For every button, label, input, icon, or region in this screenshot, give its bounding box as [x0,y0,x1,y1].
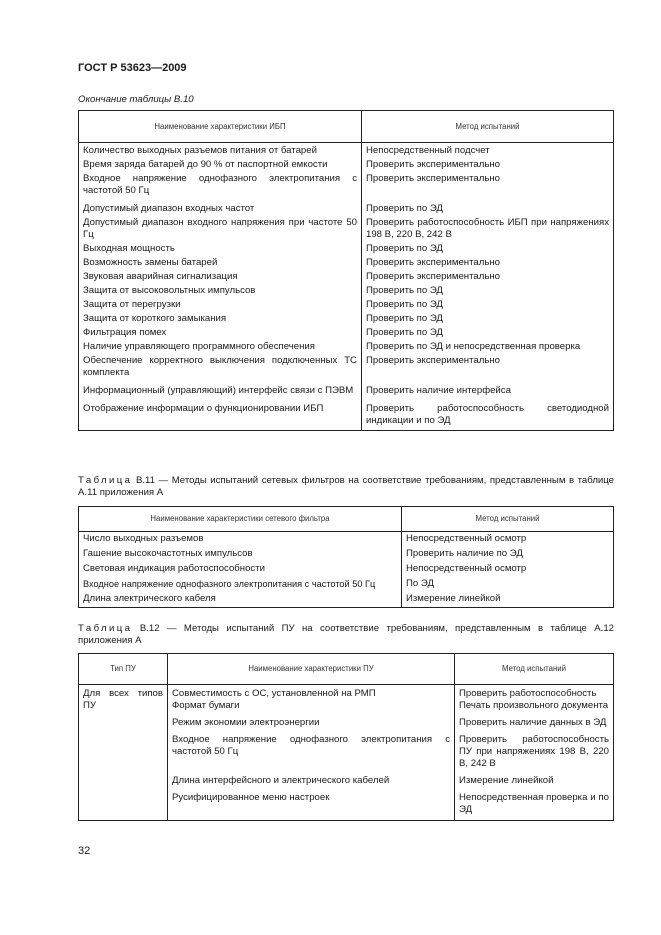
table-cell: Входное напряжение однофазного электропитания с частотой 50 Гц [79,577,402,592]
table-cell: Информационный (управляющий) интерфейс связи с ПЭВМ [79,380,362,398]
table-cell: Проверить экспериментально [366,355,500,366]
table-cell: Проверить по ЭД [366,285,443,296]
table-cell: Проверить работоспособность светодиодной индикации и по ЭД [366,403,609,426]
table-cell: Непосредственный подсчет [366,145,490,156]
table-cell: Проверить по ЭД [366,203,443,214]
table-row [79,298,614,312]
table-row [79,270,614,284]
table-header-row [79,507,614,532]
cell-line: Проверить работоспособность [459,688,597,699]
table-row [79,326,614,340]
table-cell: Непосредственный осмотр [406,533,527,544]
table-b12-title [78,623,614,647]
table-cell: Защита от короткого замыкания [79,312,362,326]
table-row [79,354,614,380]
table-cell: Гашение высокочастотных импульсов [79,547,402,562]
table-cell [455,685,614,715]
table-cell: Проверить экспериментально [366,173,500,184]
table-cell: Режим экономии электроэнергии [168,714,455,731]
table-cell: По ЭД [406,578,434,589]
table-cell: Длина электрического кабеля [79,592,402,608]
table-row [79,216,614,242]
table-b11 [78,506,614,608]
table-cell: Проверить по ЭД и непосредственная проверка [366,341,581,352]
table-cell: Допустимый диапазон входного напряжения при частоте 50 Гц [79,216,362,242]
table-row [79,577,614,592]
table-row [79,143,614,159]
table-row [79,685,614,715]
table-cell: Количество выходных разъемов питания от батарей [79,143,362,159]
table-cell: Для всех типов ПУ [79,685,168,821]
table-cell: Выходная мощность [79,242,362,256]
table-cell: Проверить работоспособность ПУ при напряжениях 198 В, 220 В, 242 В [459,734,609,769]
table-cell: Возможность замены батарей [79,256,362,270]
column-header: Тип ПУ [79,654,168,685]
table-cell: Проверить экспериментально [366,159,500,170]
column-header: Метод испытаний [402,507,614,532]
table-cell: Отображение информации о функционировании ИБП [79,398,362,431]
cell-line: Совместимость с ОС, установленной на РМП [172,688,376,699]
column-header: Метод испытаний [362,111,614,143]
table-row [79,592,614,608]
table-cell: Проверить экспериментально [366,271,500,282]
table-b12 [78,653,614,821]
table-cell: Защита от высоковольтных импульсов [79,284,362,298]
table-cell: Проверить экспериментально [366,257,500,268]
page-number: 32 [78,845,91,857]
table-cell: Измерение линейкой [459,775,554,786]
table-cell: Звуковая аварийная сигнализация [79,270,362,284]
table-row [79,340,614,354]
table-b10 [78,110,614,431]
table-cell: Проверить наличие интерфейса [366,385,511,396]
table-cell: Проверить наличие по ЭД [406,548,523,559]
table-cell: Фильтрация помех [79,326,362,340]
table-row [79,172,614,198]
table-row [79,242,614,256]
table-row [79,562,614,577]
table-header-row [79,654,614,685]
table-cell: Число выходных разъемов [79,532,402,548]
table-b12-title-text: В.12 — Методы испытаний ПУ на соответствие требованиям, представленным в таблице А.12 приложения А [78,623,614,646]
table-cell: Проверить работоспособность ИБП при напряжениях 198 В, 220 В, 242 В [366,217,609,240]
table-cell: Допустимый диапазон входных частот [79,198,362,216]
table-row [79,198,614,216]
column-header: Наименование характеристики ПУ [168,654,455,685]
table-cell: Проверить наличие данных в ЭД [459,717,607,728]
table-b11-title [78,475,614,499]
table-cell: Длина интерфейсного и электрического кабелей [168,772,455,789]
table-row [79,398,614,431]
table-cell: Непосредственный осмотр [406,563,527,574]
table-cell: Проверить по ЭД [366,299,443,310]
table-row [79,256,614,270]
table-cell: Входное напряжение однофазного электропитания с частотой 50 Гц [168,731,455,772]
table-cell: Обеспечение корректного выключения подключенных ТС комплекта [79,354,362,380]
table-cell: Наличие управляющего программного обеспечения [79,340,362,354]
table-row [79,532,614,548]
table-row [79,312,614,326]
table-cell: Защита от перегрузки [79,298,362,312]
table-row [79,158,614,172]
column-header: Метод испытаний [455,654,614,685]
table-cell: Русифицированное меню настроек [168,789,455,821]
table-cell: Время заряда батарей до 90 % от паспортной емкости [79,158,362,172]
table-header-row [79,111,614,143]
column-header: Наименование характеристики сетевого фильтра [79,507,402,532]
table-word: Таблица [78,623,133,634]
table-cell: Проверить по ЭД [366,243,443,254]
table-word: Таблица [78,475,133,486]
table-row [79,284,614,298]
cell-line: Формат бумаги [172,700,240,711]
standard-header: ГОСТ Р 53623—2009 [78,62,187,74]
column-header: Наименование характеристики ИБП [79,111,362,143]
cell-line: Печать произвольного документа [459,700,609,711]
table-b11-title-text: В.11 — Методы испытаний сетевых фильтров на соответствие требованиям, представленным в таблице А.11 приложения А [78,475,614,498]
table-cell [168,685,455,715]
table-b10-caption: Окончание таблицы В.10 [78,94,194,105]
table-cell: Проверить по ЭД [366,313,443,324]
table-cell: Световая индикация работоспособности [79,562,402,577]
table-cell: Входное напряжение однофазного электропитания с частотой 50 Гц [79,172,362,198]
table-cell: Непосредственная проверка и по ЭД [459,792,609,815]
table-cell: Проверить по ЭД [366,327,443,338]
table-row [79,380,614,398]
table-row [79,547,614,562]
table-cell: Измерение линейкой [406,593,501,604]
